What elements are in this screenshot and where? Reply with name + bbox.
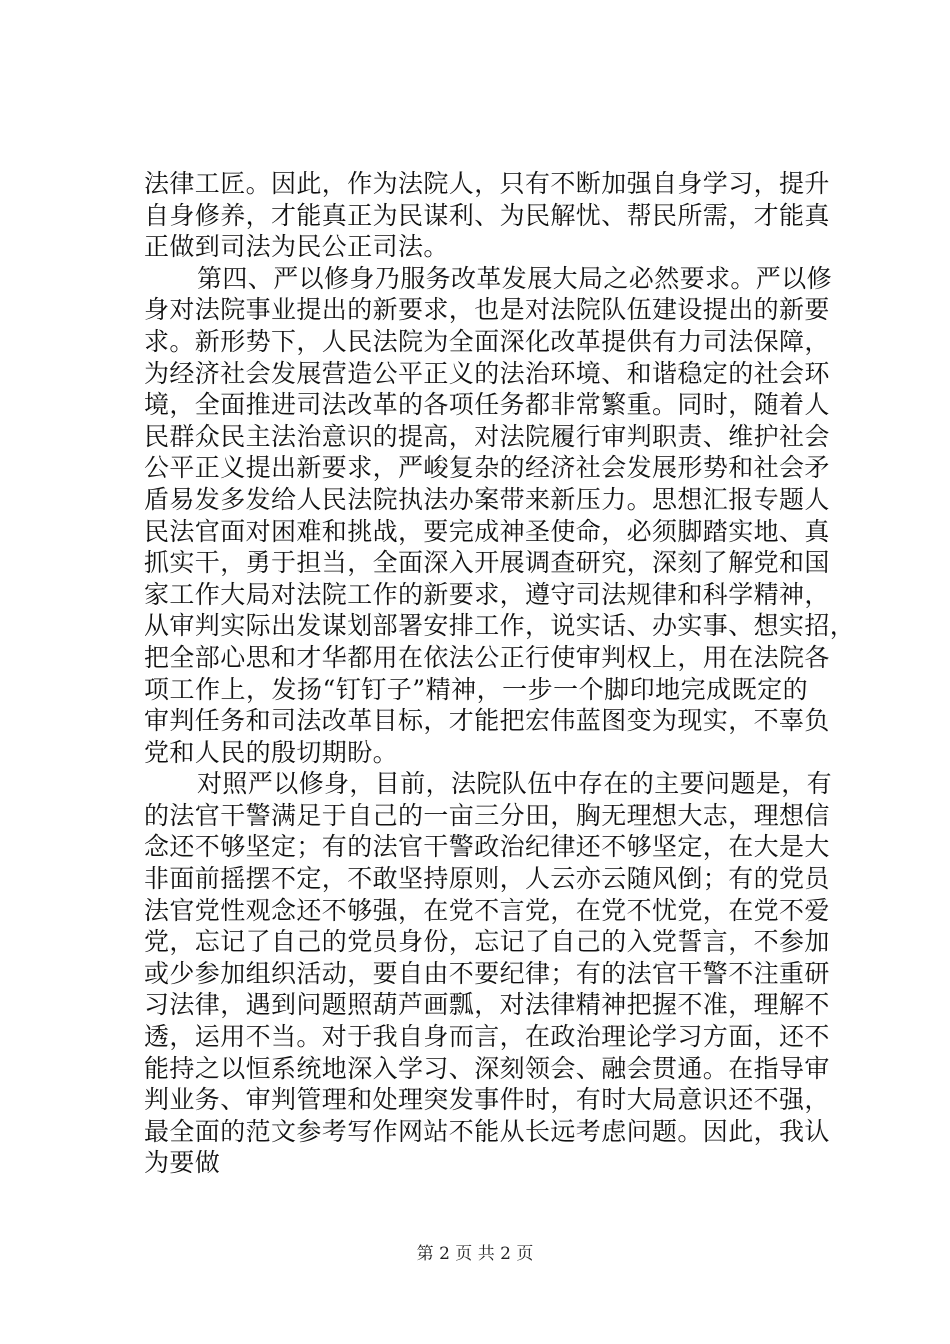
text-line: 项工作上，发扬“钉钉子”精神，一步一个脚印地完成既定的 — [144, 674, 808, 704]
document-body — [144, 168, 856, 1179]
text-line: 家工作大局对法院工作的新要求，遵守司法规律和科学精神， — [144, 579, 830, 609]
text-line: 公平正义提出新要求，严峻复杂的经济社会发展形势和社会矛 — [144, 453, 830, 483]
text-line: 求。新形势下，人民法院为全面深化改革提供有力司法保障， — [144, 326, 830, 356]
text-line: 党和人民的殷切期盼。 — [144, 737, 399, 767]
text-line: 最全面的范文参考写作网站不能从长远考虑问题。因此，我认 — [144, 1116, 830, 1146]
text-line: 习法律，遇到问题照葫芦画瓢，对法律精神把握不准，理解不 — [144, 990, 830, 1020]
text-line: 能持之以恒系统地深入学习、深刻领会、融会贯通。在指导审 — [144, 1053, 830, 1083]
text-line: 把全部心思和才华都用在依法公正行使审判权上，用在法院各 — [144, 642, 830, 672]
text-line: 从审判实际出发谋划部署安排工作，说实话、办实事、想实招， — [144, 611, 856, 641]
text-line: 自身修养，才能真正为民谋利、为民解忧、帮民所需，才能真 — [144, 200, 830, 230]
text-line: 盾易发多发给人民法院执法办案带来新压力。思想汇报专题人 — [144, 484, 830, 514]
text-line: 判业务、审判管理和处理突发事件时，有时大局意识还不强， — [144, 1085, 830, 1115]
text-line: 或少参加组织活动，要自由不要纪律；有的法官干警不注重研 — [144, 958, 830, 988]
text-line: 民群众民主法治意识的提高，对法院履行审判职责、维护社会 — [144, 421, 830, 451]
paragraph-first-line: 第四、严以修身乃服务改革发展大局之必然要求。严以修 — [197, 263, 833, 293]
text-line: 境，全面推进司法改革的各项任务都非常繁重。同时，随着人 — [144, 390, 830, 420]
text-line: 审判任务和司法改革目标，才能把宏伟蓝图变为现实，不辜负 — [144, 706, 830, 736]
text-line: 法官党性观念还不够强，在党不言党，在党不忧党，在党不爱 — [144, 895, 830, 925]
text-line: 民法官面对困难和挑战，要完成神圣使命，必须脚踏实地、真 — [144, 516, 830, 546]
text-line: 透，运用不当。对于我自身而言，在政治理论学习方面，还不 — [144, 1022, 830, 1052]
text-line: 的法官干警满足于自己的一亩三分田，胸无理想大志，理想信 — [144, 800, 830, 830]
text-line: 念还不够坚定；有的法官干警政治纪律还不够坚定，在大是大 — [144, 832, 830, 862]
text-line: 法律工匠。因此，作为法院人，只有不断加强自身学习，提升 — [144, 169, 830, 198]
text-line: 党，忘记了自己的党员身份，忘记了自己的入党誓言，不参加 — [144, 927, 830, 957]
page-number-footer: 第 2 页 共 2 页 — [416, 1244, 534, 1264]
text-line: 为经济社会发展营造公平正义的法治环境、和谐稳定的社会环 — [144, 358, 830, 388]
text-line: 身对法院事业提出的新要求，也是对法院队伍建设提出的新要 — [144, 295, 830, 325]
text-line: 抓实干，勇于担当，全面深入开展调查研究，深刻了解党和国 — [144, 548, 830, 578]
text-line: 正做到司法为民公正司法。 — [144, 232, 449, 262]
text-line: 非面前摇摆不定，不敢坚持原则，人云亦云随风倒；有的党员 — [144, 864, 830, 894]
text-line: 为要做 — [144, 1148, 221, 1178]
paragraph-first-line: 对照严以修身，目前，法院队伍中存在的主要问题是，有 — [197, 769, 833, 799]
